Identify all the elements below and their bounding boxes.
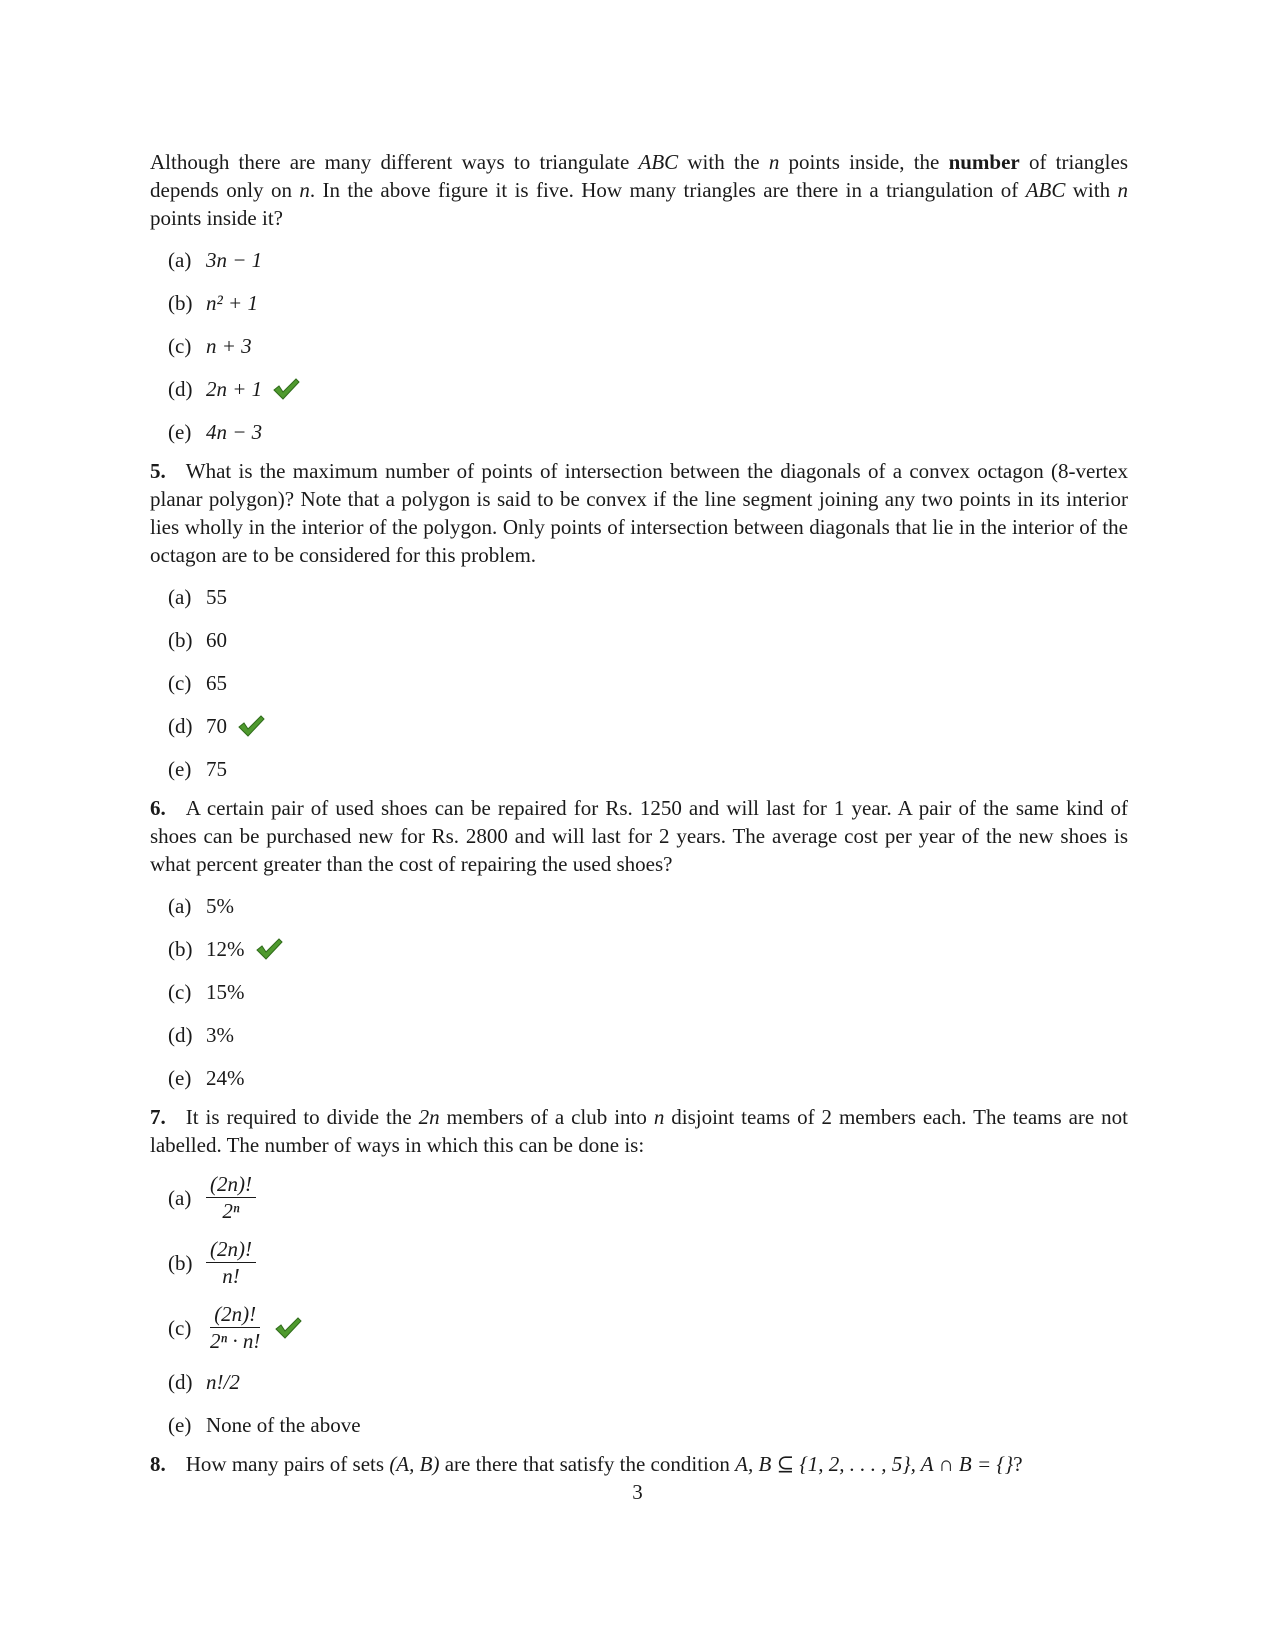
checkmark-icon [255, 937, 283, 961]
q4-option-a: (a) 3n − 1 [168, 247, 263, 272]
q7-option-d: (d) n!/2 [168, 1369, 240, 1394]
q4-options [168, 238, 1128, 453]
checkmark-icon [272, 377, 300, 401]
q5-option-a: (a) 55 [168, 584, 227, 609]
page-number: 3 [632, 1480, 643, 1504]
fraction: $\frac{(2n)!}{\text{2ⁿ · n!}}$ [210, 1302, 261, 1353]
q8-question: 8. How many pairs of sets (A, B) are there that satisfy the condition A, B ⊆ {1, 2, . . . , 5}, A ∩ B = {}? [150, 1452, 1023, 1476]
q4-intro-paragraph: Although there are many different ways to triangulate ABC with the n points inside, the number of triangles depends only on n. In the above figure it is five. How many triangles are there in a triangulation of ABC with n points inside it? [150, 150, 1128, 230]
q5-question: 5. What is the maximum number of points of intersection between the diagonals of a convex octagon (8-vertex planar polygon)? Note that a polygon is said to be convex if the line segment joining any two points in its interior lies wholly in the interior of the polygon. Only points of intersection between diagonals that lie in the interior of the octagon are to be considered for this problem. [150, 459, 1128, 567]
q5-option-b: (b) 60 [168, 627, 227, 652]
q7-option-e: (e) None of the above [168, 1412, 361, 1437]
q6-option-a: (a) 5% [168, 893, 234, 918]
q6-options [168, 884, 1128, 1099]
q5-option-c: (c) 65 [168, 670, 227, 695]
q4-option-e: (e) 4n − 3 [168, 419, 263, 444]
q7-options [168, 1165, 1128, 1446]
q4-option-d: (d) 2n + 1 [168, 367, 1128, 410]
checkmark-icon [237, 714, 265, 738]
q6-option-c: (c) 15% [168, 979, 245, 1004]
q7-option-b: (b) $\frac{(2n)!}{n!}$ [168, 1230, 1128, 1295]
q5-option-e: (e) 75 [168, 756, 227, 781]
q6-option-d: (d) 3% [168, 1022, 234, 1047]
q5-options [168, 575, 1128, 790]
fraction: $\frac{(2n)!}{\text{2ⁿ}}$ [206, 1171, 256, 1224]
q6-option-b: (b) 12% [168, 927, 1128, 970]
q6-option-e: (e) 24% [168, 1065, 245, 1090]
document-page [150, 148, 1128, 1478]
checkmark-icon [274, 1316, 302, 1340]
q6-question: 6. A certain pair of used shoes can be repaired for Rs. 1250 and will last for 1 year. A pair of the same kind of shoes can be purchased new for Rs. 2800 and will last for 2 years. The average cost per year of the new shoes is what percent greater than the cost of repairing the used shoes? [150, 796, 1128, 876]
q5-option-d: (d) 70 [168, 704, 1128, 747]
q4-option-b: (b) n² + 1 [168, 290, 258, 315]
q7-option-a: (a) $\frac{(2n)!}{\text{2ⁿ}}$ [168, 1165, 1128, 1230]
q7-option-c: (c) $\frac{(2n)!}{\text{2ⁿ · n!}}$ [168, 1295, 1128, 1360]
q4-option-c: (c) n + 3 [168, 333, 252, 358]
q7-question: 7. It is required to divide the 2n members of a club into n disjoint teams of 2 members each. The teams are not labelled. The number of ways in which this can be done is: [150, 1105, 1128, 1157]
fraction: $\frac{(2n)!}{n!}$ [206, 1236, 256, 1289]
